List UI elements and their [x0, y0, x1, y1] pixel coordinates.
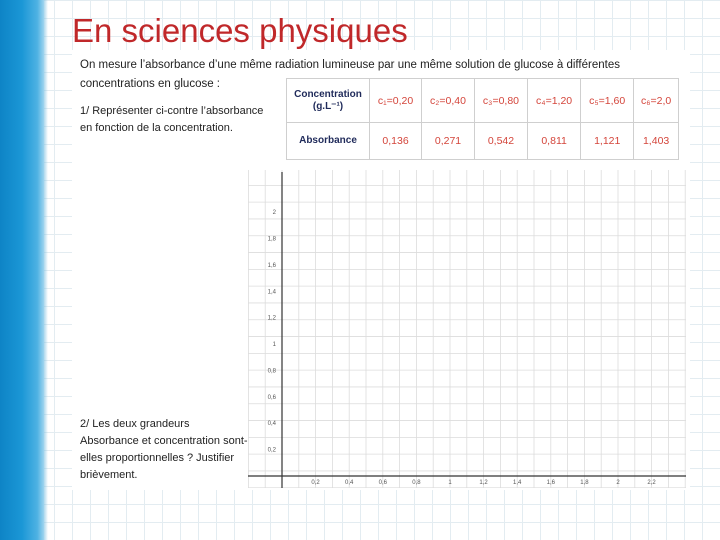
side-accent-bar [0, 0, 44, 540]
question-2: 2/ Les deux grandeurs Absorbance et concentration sont-elles proportionnelles ? Justifier brièvement. [80, 418, 248, 481]
x-tick-label: 0,2 [311, 480, 320, 486]
x-tick-label: 2,2 [647, 480, 656, 486]
absorbance-cell: 1,403 [634, 123, 679, 160]
y-tick-label: 0,2 [267, 447, 276, 454]
y-tick-label: 0,4 [267, 421, 276, 428]
y-tick-label: 0,8 [267, 368, 276, 375]
y-tick-label: 1,6 [267, 262, 276, 269]
question-1: 1/ Représenter ci-contre l’absorbance en fonction de la concentration. [80, 105, 264, 134]
absorbance-cell: 0,542 [474, 123, 527, 160]
y-tick-label: 1 [272, 342, 276, 349]
absorbance-cell: 0,136 [370, 123, 422, 160]
concentration-cell: c₅=1,60 [581, 79, 634, 123]
intro-text: On mesure l’absorbance d’une même radiation lumineuse par une même solution de glucose à différentes concentrations en glucose : [80, 59, 620, 90]
y-tick-label: 1,8 [267, 236, 276, 243]
absorbance-header: Absorbance [287, 123, 370, 160]
absorbance-cell: 0,271 [422, 123, 475, 160]
blank-graph-grid [248, 170, 686, 488]
concentration-cell: c₄=1,20 [528, 79, 581, 123]
x-tick-label: 1 [448, 480, 452, 486]
x-tick-label: 0,6 [378, 480, 387, 486]
y-tick-label: 1,4 [267, 289, 276, 296]
absorbance-row [287, 123, 679, 160]
concentration-row [287, 79, 679, 123]
y-tick-label: 0,6 [267, 394, 276, 401]
concentration-cell: c₁=0,20 [370, 79, 422, 123]
x-tick-label: 1,2 [479, 480, 488, 486]
x-tick-label: 0,4 [345, 480, 354, 486]
y-tick-label: 2 [272, 210, 276, 217]
data-table [286, 78, 679, 160]
x-tick-label: 2 [616, 480, 620, 486]
worksheet-image [72, 50, 690, 490]
x-tick-label: 1,6 [546, 480, 555, 486]
x-tick-label: 0,8 [412, 480, 421, 486]
concentration-cell: c₃=0,80 [474, 79, 527, 123]
concentration-cell: c₆=2,0 [634, 79, 679, 123]
x-tick-label: 1,8 [580, 480, 589, 486]
y-tick-label: 1,2 [267, 315, 276, 322]
absorbance-cell: 0,811 [528, 123, 581, 160]
x-tick-label: 1,4 [513, 480, 522, 486]
absorbance-cell: 1,121 [581, 123, 634, 160]
concentration-cell: c₂=0,40 [422, 79, 475, 123]
concentration-header: Concentration (g.L⁻¹) [287, 79, 370, 123]
slide-title: En sciences physiques [72, 12, 408, 49]
